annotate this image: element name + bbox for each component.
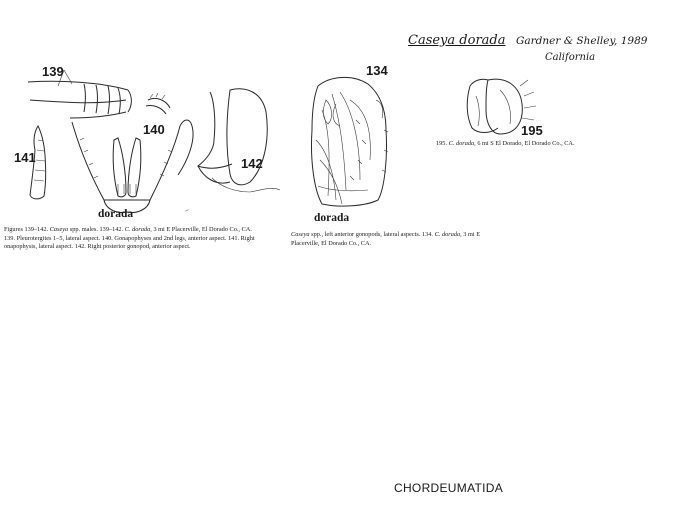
figure-label-141: 141	[14, 150, 36, 165]
artist-signature-left: ~	[183, 207, 191, 215]
caption-left-line3: onapophysis, lateral aspect. 142. Right posterior gonopod, anterior aspect.	[4, 243, 191, 251]
caption-left-line2: 139. Pleurotergites 1–5, lateral aspect. 140. Gonapophyses and 2nd legs, anterior aspect. 141. Right	[4, 234, 255, 242]
species-label-left: dorada	[98, 208, 134, 220]
caption-right: 195. C. dorada, 6 mi S El Dorado, El Dorado Co., CA.	[436, 140, 575, 147]
state-handwritten: California	[545, 52, 596, 63]
figure-label-140: 140	[143, 122, 165, 137]
order-name-footer: CHORDEUMATIDA	[394, 481, 504, 495]
caption-middle-line2: Placerville, El Dorado Co., CA.	[291, 239, 372, 247]
species-label-middle: dorada	[314, 212, 350, 224]
caption-middle-line1: Caseya spp., left anterior gonopods, lateral aspects. 134. C. dorada, 3 mi E	[291, 231, 481, 238]
figure-label-139: 139	[42, 64, 64, 79]
figure-label-134: 134	[366, 63, 388, 78]
species-handwritten: Caseya dorada	[408, 33, 506, 48]
figure-label-195: 195	[521, 123, 543, 138]
authority-handwritten: Gardner & Shelley, 1989	[516, 35, 648, 47]
figure-label-142: 142	[241, 156, 263, 171]
caption-left-line1: Figures 139–142. Caseya spp. males. 139–142. C. dorada, 3 mi E Placerville, El Dorado Co., CA.	[4, 226, 252, 233]
